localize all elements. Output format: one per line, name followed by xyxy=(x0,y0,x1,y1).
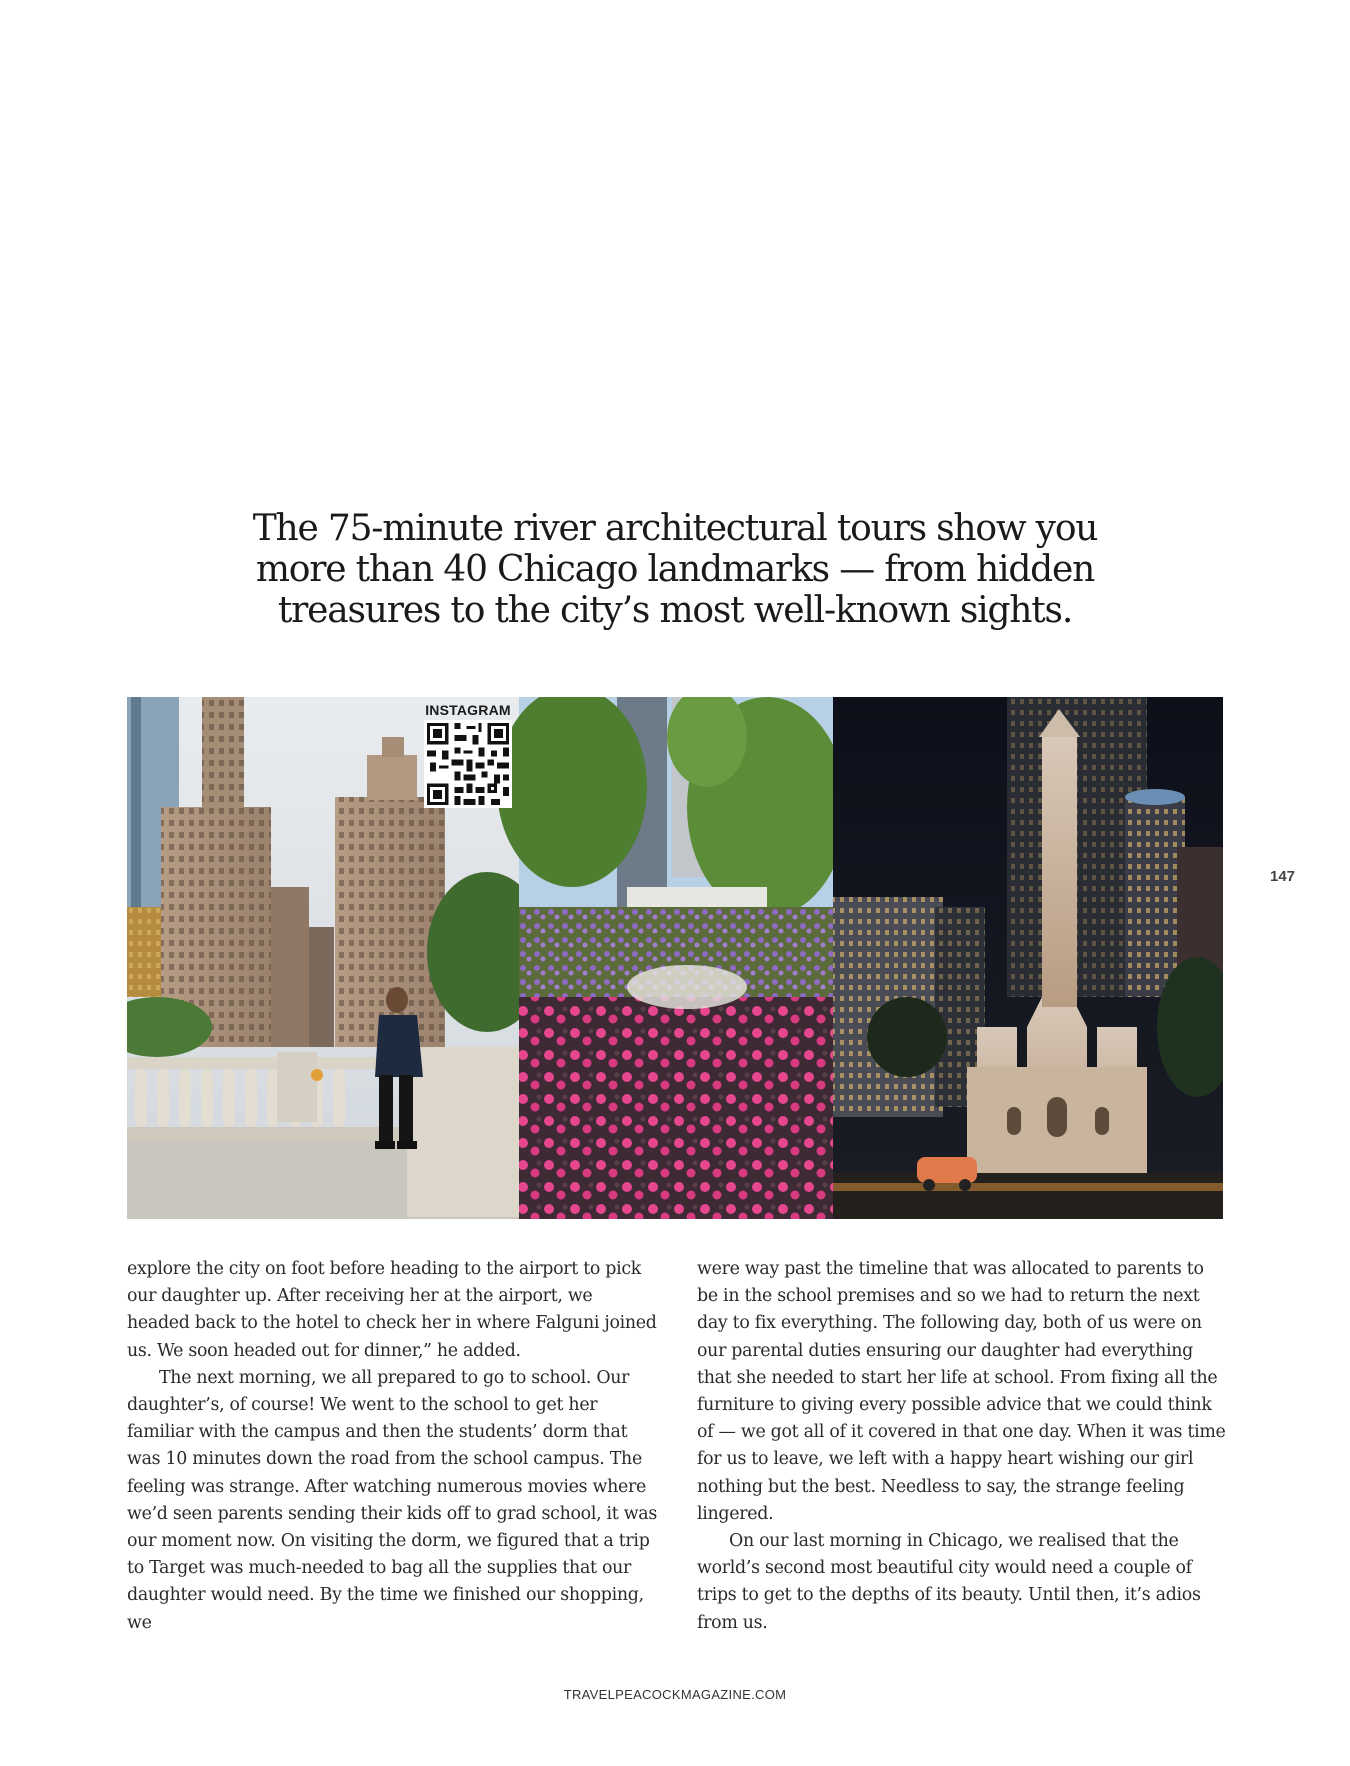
qr-label: INSTAGRAM xyxy=(425,702,511,718)
instagram-qr-badge[interactable] xyxy=(420,700,516,812)
pull-quote-line: treasures to the city’s most well-known sights. xyxy=(277,590,1073,631)
article-column-left xyxy=(127,1256,657,1637)
article-paragraph: On our last morning in Chicago, we realised that the world’s second most beautiful city would need a couple of trips to get to the depths of its beauty. Until then, it’s adios from us. xyxy=(697,1531,1201,1633)
qr-code[interactable] xyxy=(424,720,512,808)
article-paragraph: were way past the timeline that was allocated to parents to be in the school premises and so we had to return the next day to fix everything. The following day, both of us were on our parental duties ensuring our daughter had everything that she needed to start her life at school. From fixing all the furniture to giving every possible advice that we could think of — we got all of it covered in that one day. When it was time for us to leave, we left with a happy heart wishing our girl nothing but the best. Needless to say, the strange feeling lingered. xyxy=(697,1259,1226,1524)
photo-flowers xyxy=(497,697,847,1219)
article-paragraph: The next morning, we all prepared to go to school. Our daughter’s, of course! We went to the school to get her familiar with the campus and then the students’ dorm that was 10 minutes down the road from the school campus. The feeling was strange. After watching numerous movies where we’d seen parents sending their kids off to grad school, it was our moment now. On visiting the dorm, we figured that a trip to Target was much-needed to bag all the supplies that our daughter would need. By the time we finished our shopping, we xyxy=(127,1367,658,1633)
pull-quote-line: more than 40 Chicago landmarks — from hidden xyxy=(255,549,1095,590)
pull-quote-line: The 75-minute river architectural tours show you xyxy=(252,508,1098,549)
photo-water-tower xyxy=(833,697,1223,1219)
article-column-right xyxy=(697,1256,1227,1637)
footer-url[interactable]: TRAVELPEACOCKMAGAZINE.COM xyxy=(563,1687,787,1702)
page-number: 147 xyxy=(1270,868,1296,885)
article-paragraph: explore the city on foot before heading to the airport to pick our daughter up. After receiving her at the airport, we headed back to the hotel to check her in where Falguni joined us. We soon headed out for dinner,” he added. xyxy=(127,1259,657,1361)
pull-quote xyxy=(215,508,1135,631)
photo-strip xyxy=(127,697,1223,1219)
